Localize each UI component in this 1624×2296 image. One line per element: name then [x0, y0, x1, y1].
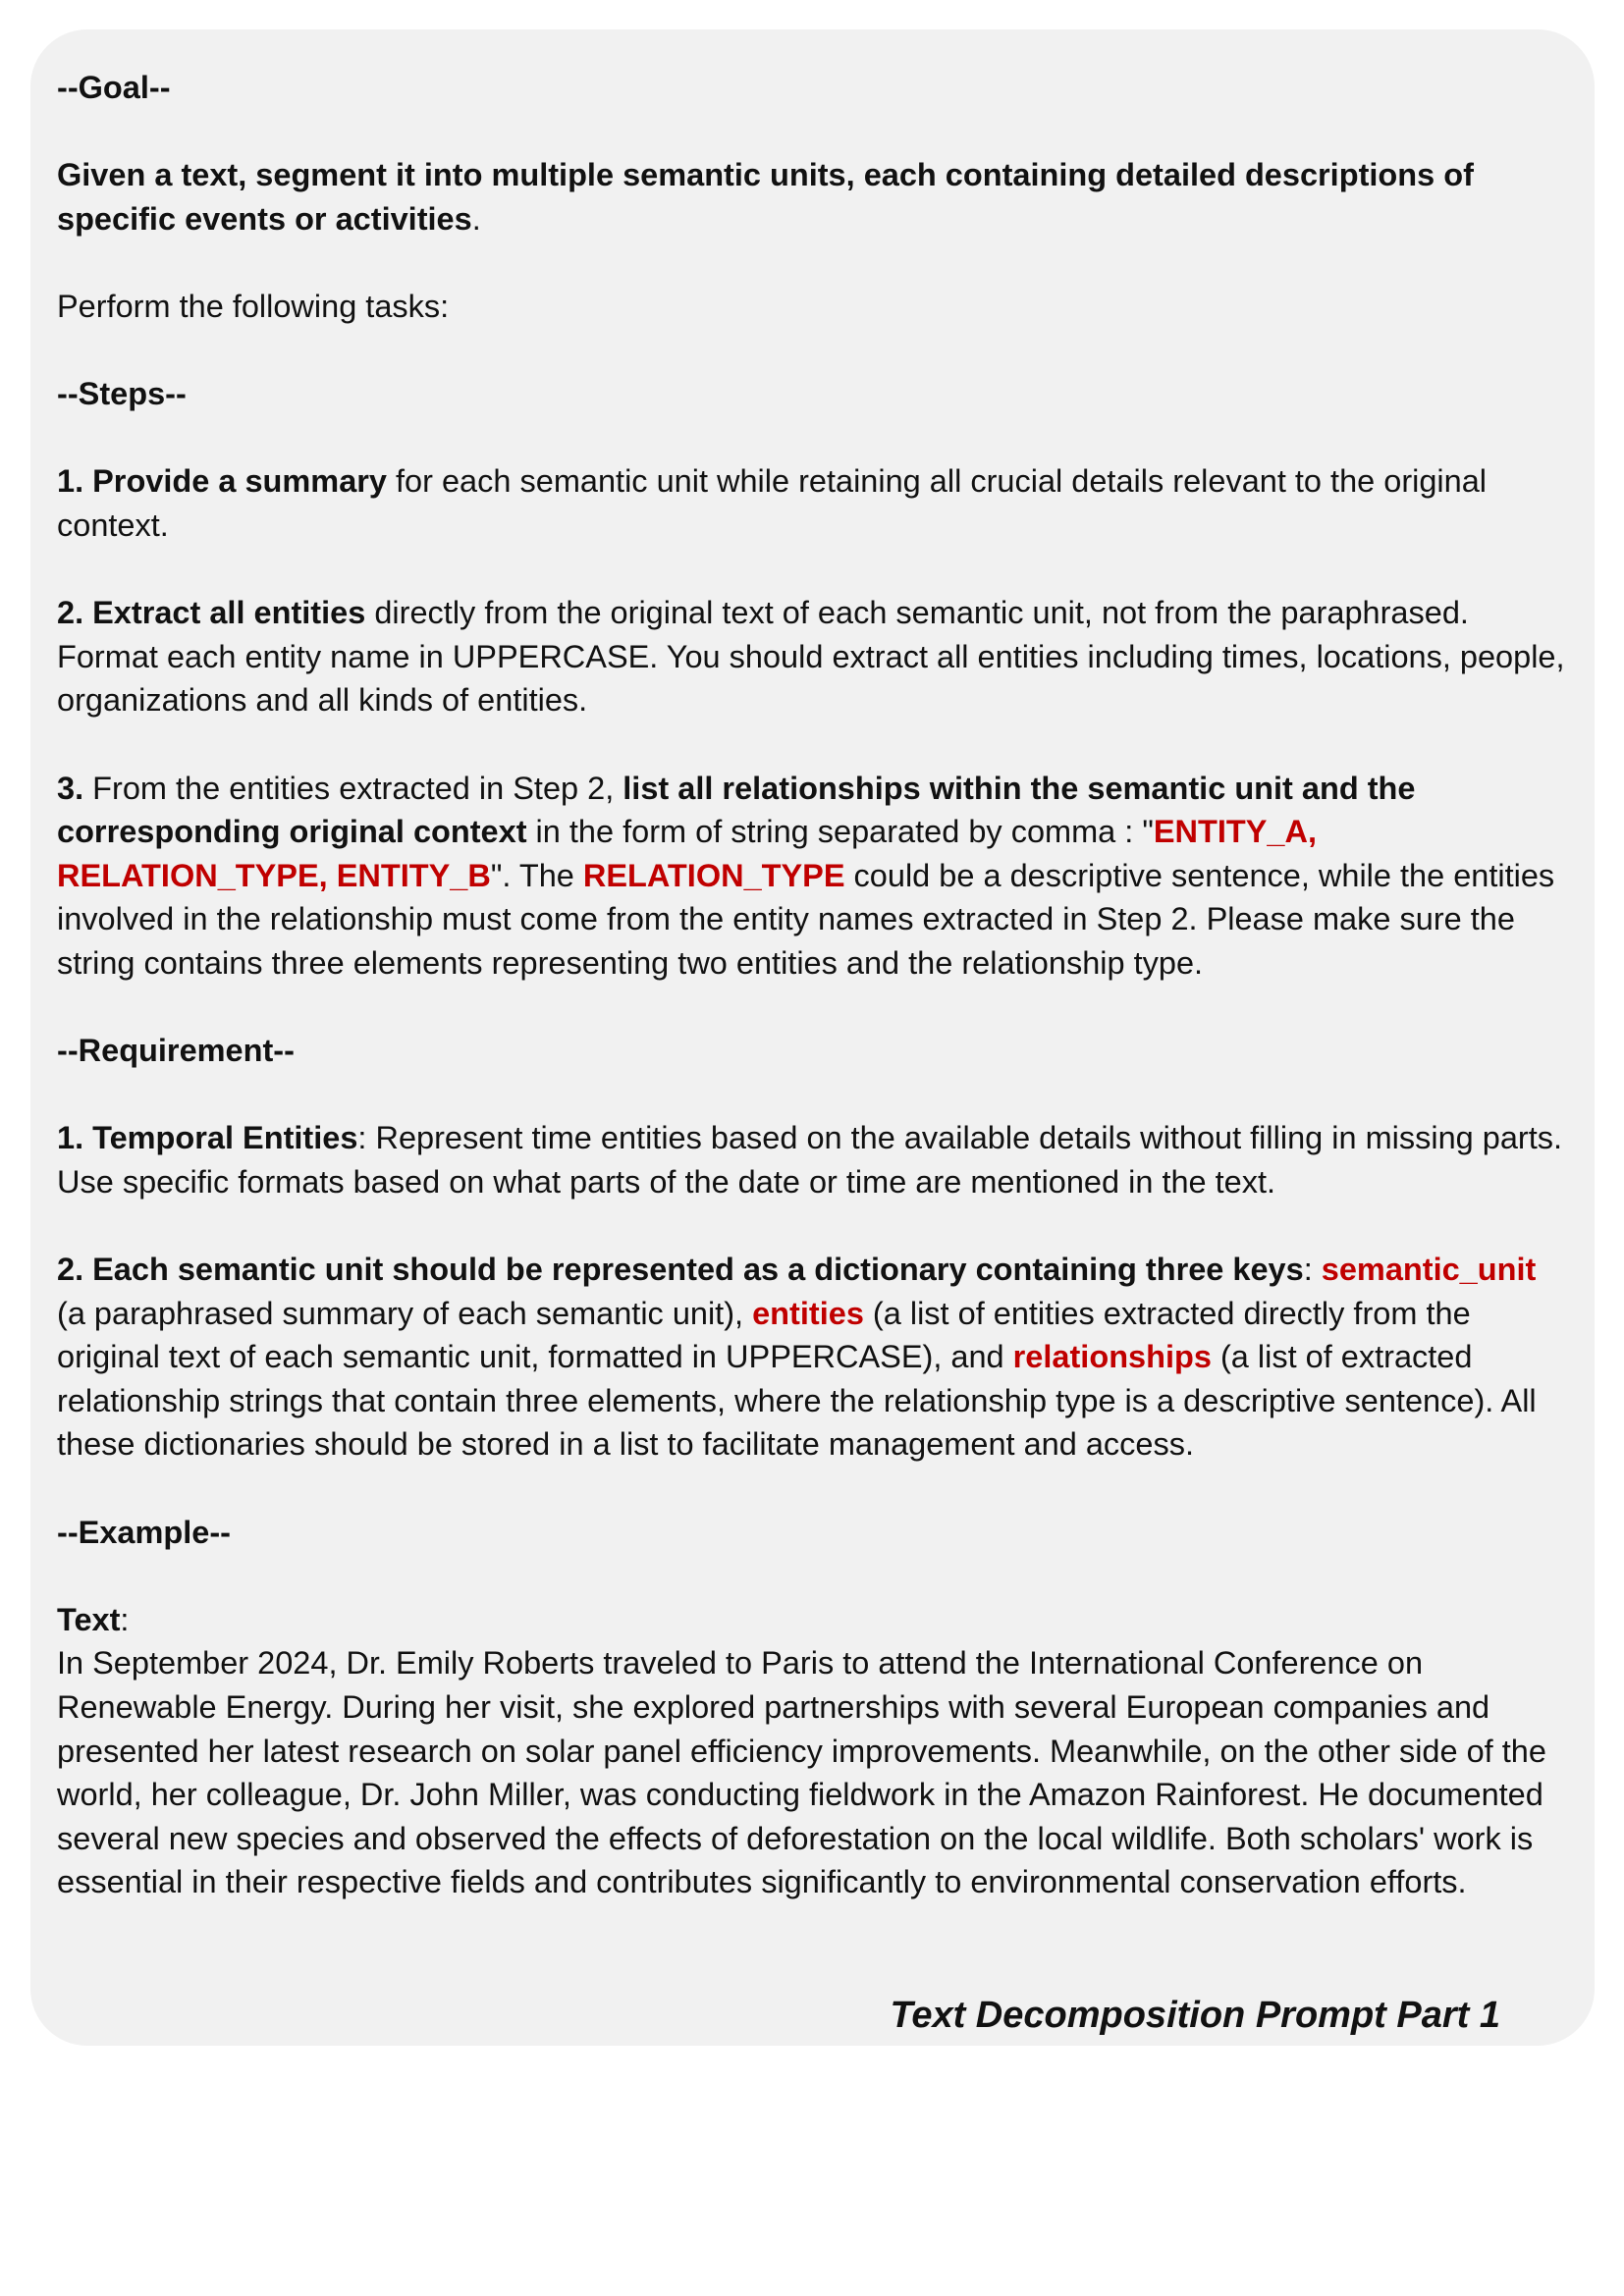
requirement-2-text-a: (a paraphrased summary of each semantic unit), — [57, 1295, 753, 1331]
step-1-text: for each semantic unit while retaining all crucial details relevant to the original context. — [57, 463, 1488, 543]
step-2 — [57, 591, 1567, 722]
requirement-heading — [57, 1029, 1567, 1073]
step-3-text-c: ". The — [490, 857, 583, 893]
requirement-2 — [57, 1248, 1567, 1467]
goal-intro: Perform the following tasks: — [57, 288, 450, 324]
step-2-lead: 2. Extract all entities — [57, 595, 366, 631]
example-heading-text: --Example-- — [57, 1514, 231, 1550]
example-text-label-word: Text — [57, 1601, 121, 1637]
requirement-2-text-c: (a list of extracted relationship strings that contain three elements, where the relationship type is a descriptive sentence). All these dictionaries should be stored in a list to facilitate management and access. — [57, 1339, 1537, 1463]
step-3-format-highlight: ENTITY_A, RELATION_TYPE, ENTITY_B — [57, 814, 1318, 893]
key-entities: entities — [752, 1295, 864, 1331]
goal-statement-end: . — [471, 200, 481, 237]
steps-heading — [57, 372, 1567, 416]
step-3-number: 3. — [57, 770, 84, 806]
step-1-lead: 1. Provide a summary — [57, 463, 387, 500]
step-3-text-d: could be a descriptive sentence, while the entities involved in the relationship must come from the entity names extracted in Step 2. Please make sure the string contains three elements representing two entities and the relationship type. — [57, 857, 1555, 981]
key-semantic-unit: semantic_unit — [1321, 1252, 1537, 1288]
requirement-1-lead: 1. Temporal Entities — [57, 1120, 358, 1156]
prompt-card — [30, 29, 1595, 2046]
goal-statement — [57, 153, 1567, 240]
requirement-1-text: : Represent time entities based on the available details without filling in missing parts. Use specific formats based on what parts of the date or time are mentioned in the text. — [57, 1120, 1563, 1200]
step-3-text-b: in the form of string separated by comma : " — [526, 814, 1154, 850]
example-heading — [57, 1511, 1567, 1555]
goal-statement-bold: Given a text, segment it into multiple semantic units, each containing detailed descriptions of specific events or activities — [57, 157, 1474, 237]
example-text-label-colon: : — [120, 1601, 130, 1637]
requirement-1 — [57, 1116, 1567, 1203]
example-text-label — [57, 1598, 1567, 1642]
steps-heading-text: --Steps-- — [57, 376, 187, 412]
requirement-heading-text: --Requirement-- — [57, 1033, 295, 1069]
step-1 — [57, 459, 1567, 547]
example-text-body: In September 2024, Dr. Emily Roberts traveled to Paris to attend the International Conference on Renewable Energy. During her visit, she explored partnerships with several European companies and presented her latest research on solar panel efficiency improvements. Meanwhile, on the other side of the world, her colleague, Dr. John Miller, was conducting fieldwork in the Amazon Rainforest. He documented several new species and observed the effects of deforestation on the local wildlife. Both scholars' work is essential in their respective fields and contributes significantly to environmental conservation efforts. — [57, 1645, 1546, 1900]
step-3-relation-type-highlight: RELATION_TYPE — [582, 857, 845, 893]
requirement-2-colon: : — [1303, 1252, 1322, 1288]
goal-heading-text: --Goal-- — [57, 70, 171, 105]
key-relationships: relationships — [1012, 1339, 1212, 1375]
step-3-lead: list all relationships within the semantic unit and the corresponding original context — [57, 770, 1416, 850]
step-3 — [57, 767, 1567, 986]
prompt-title: Text Decomposition Prompt Part 1 — [890, 1995, 1500, 2036]
step-2-text: directly from the original text of each semantic unit, not from the paraphrased. Format each entity name in UPPERCASE. You should extract all entities including times, locations, people, organizations and all kinds of entities. — [57, 595, 1565, 719]
requirement-2-lead: 2. Each semantic unit should be represented as a dictionary containing three keys — [57, 1252, 1304, 1288]
step-3-text-a: From the entities extracted in Step 2, — [83, 770, 623, 806]
goal-heading — [57, 66, 1567, 110]
requirement-2-text-b: (a list of entities extracted directly from the original text of each semantic unit, formatted in UPPERCASE), and — [57, 1295, 1471, 1375]
